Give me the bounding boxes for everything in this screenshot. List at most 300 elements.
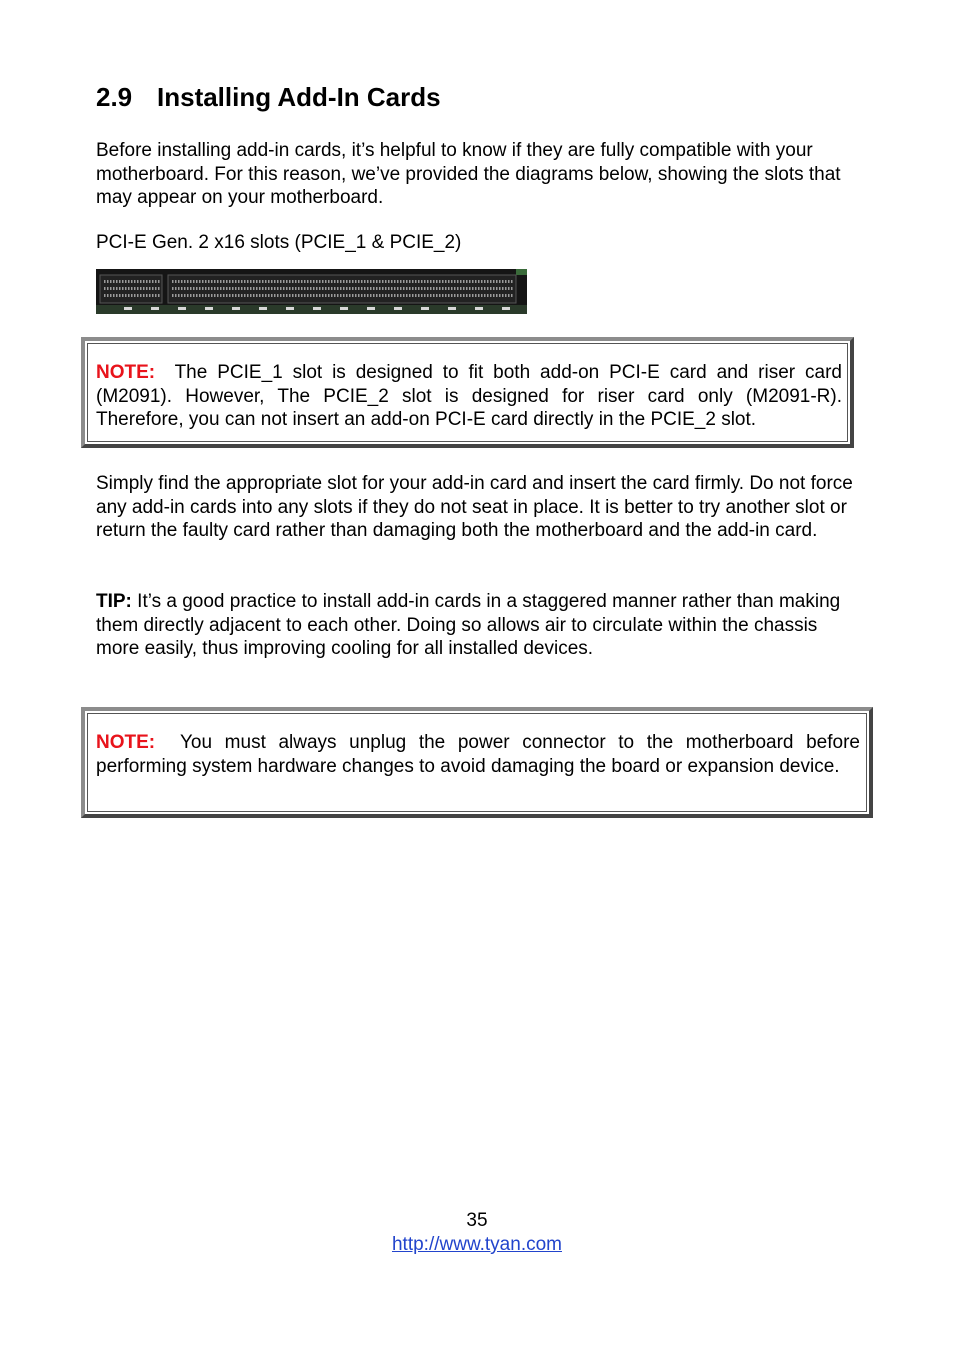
slot-pin xyxy=(184,287,186,290)
slot-pin xyxy=(454,294,456,297)
smd-component xyxy=(421,307,429,310)
slot-pin xyxy=(430,287,432,290)
slot-pin xyxy=(499,287,501,290)
slot-pin xyxy=(433,294,435,297)
slot-pin xyxy=(152,287,154,290)
slot-pin xyxy=(475,294,477,297)
slot-pin xyxy=(358,294,360,297)
slot-pin xyxy=(466,294,468,297)
smd-component xyxy=(151,307,159,310)
slot-pin xyxy=(211,294,213,297)
slot-pin xyxy=(424,294,426,297)
note-pcie-body: The PCIE_1 slot is designed to fit both add-on PCI-E card and riser card (M2091). However, The PCIE_2 slot is designed for riser card only (M2091-R). Therefore, you can not insert an add-on PCI-E card directly in the PCIE_2 slot. xyxy=(96,362,842,430)
slot-pin xyxy=(274,294,276,297)
slot-pin xyxy=(379,294,381,297)
slot-pin xyxy=(244,287,246,290)
slot-pin xyxy=(469,294,471,297)
slot-pin xyxy=(511,280,513,283)
slot-pin xyxy=(412,287,414,290)
slot-pin xyxy=(250,280,252,283)
slot-pin xyxy=(493,294,495,297)
slot-pin xyxy=(205,280,207,283)
slot-pin xyxy=(238,280,240,283)
slot-pin xyxy=(508,294,510,297)
slot-pin xyxy=(268,294,270,297)
slot-pin xyxy=(457,280,459,283)
smd-component xyxy=(502,307,510,310)
slot-pin xyxy=(385,287,387,290)
slot-pin xyxy=(475,280,477,283)
slot-pin xyxy=(325,294,327,297)
slot-pin xyxy=(107,280,109,283)
tip-body: It’s a good practice to install add-in cards in a staggered manner rather than making them directly adjacent to each other. Doing so allows air to circulate within the chassis more easily, thus improving cooling for all installed devices. xyxy=(96,591,841,659)
slot-pin xyxy=(125,287,127,290)
silkscreen-label xyxy=(516,269,527,275)
slot-pin xyxy=(352,294,354,297)
slot-pin xyxy=(394,287,396,290)
slot-pin xyxy=(259,280,261,283)
smd-component xyxy=(178,307,186,310)
slot-pin xyxy=(391,287,393,290)
slot-pin xyxy=(155,294,157,297)
slot-pin xyxy=(217,294,219,297)
slot-pin xyxy=(253,287,255,290)
slot-pin xyxy=(178,294,180,297)
slot-pin xyxy=(502,294,504,297)
slot-pin xyxy=(400,280,402,283)
slot-pin xyxy=(499,294,501,297)
slot-pin xyxy=(415,287,417,290)
slot-pin xyxy=(340,294,342,297)
slot-pin xyxy=(211,287,213,290)
slot-pin xyxy=(502,280,504,283)
slot-pin xyxy=(457,287,459,290)
slot-pin xyxy=(490,294,492,297)
slot-pin xyxy=(202,294,204,297)
slot-pin xyxy=(137,294,139,297)
slot-pin xyxy=(301,280,303,283)
slot-pin xyxy=(472,280,474,283)
slot-pin xyxy=(334,294,336,297)
slot-pin xyxy=(358,287,360,290)
slot-pin xyxy=(122,287,124,290)
slot-pin xyxy=(247,280,249,283)
slot-pin xyxy=(271,287,273,290)
slot-pin xyxy=(104,294,106,297)
slot-pin xyxy=(199,287,201,290)
slot-pin xyxy=(457,294,459,297)
slot-pin xyxy=(110,287,112,290)
slot-pin xyxy=(493,287,495,290)
slot-pin xyxy=(448,294,450,297)
slot-pin xyxy=(310,287,312,290)
slot-pin xyxy=(229,287,231,290)
slot-pin xyxy=(442,280,444,283)
slot-pin xyxy=(319,287,321,290)
slot-pin xyxy=(400,287,402,290)
smd-component xyxy=(475,307,483,310)
slot-pin xyxy=(187,280,189,283)
slot-pin xyxy=(119,287,121,290)
slot-pin xyxy=(155,287,157,290)
slot-pin xyxy=(346,287,348,290)
slot-pin xyxy=(271,280,273,283)
slot-pin xyxy=(214,287,216,290)
slot-pin xyxy=(421,287,423,290)
slot-pin xyxy=(241,294,243,297)
slot-pin xyxy=(442,294,444,297)
slot-pin xyxy=(172,280,174,283)
slot-pin xyxy=(322,294,324,297)
slot-pin xyxy=(304,280,306,283)
slot-pin xyxy=(352,287,354,290)
slot-pin xyxy=(238,287,240,290)
slot-pin xyxy=(505,294,507,297)
slot-pin xyxy=(466,280,468,283)
slot-pin xyxy=(307,287,309,290)
slot-pin xyxy=(277,287,279,290)
note-power-body: You must always unplug the power connector to the motherboard before performing system hardware changes to avoid damaging the board or expansion device. xyxy=(96,732,860,777)
slot-pin xyxy=(208,287,210,290)
slot-pin xyxy=(119,280,121,283)
slot-pin xyxy=(367,287,369,290)
slot-pin xyxy=(143,280,145,283)
website-link[interactable]: http://www.tyan.com xyxy=(391,1234,562,1255)
slot-pin xyxy=(226,280,228,283)
slot-pin xyxy=(208,294,210,297)
slot-pin xyxy=(190,287,192,290)
slot-pin xyxy=(137,287,139,290)
slot-pin xyxy=(322,280,324,283)
slot-pin xyxy=(313,294,315,297)
slot-pin xyxy=(496,280,498,283)
slot-pin xyxy=(349,287,351,290)
slot-pin xyxy=(134,294,136,297)
slot-pin xyxy=(340,280,342,283)
slot-pin xyxy=(268,280,270,283)
slot-pin xyxy=(259,287,261,290)
slot-pin xyxy=(481,294,483,297)
slot-pin xyxy=(295,287,297,290)
slot-pin xyxy=(286,287,288,290)
slot-pin xyxy=(196,294,198,297)
slot-pin xyxy=(337,280,339,283)
slot-pin xyxy=(376,294,378,297)
slot-pin xyxy=(469,287,471,290)
slot-pin xyxy=(322,287,324,290)
slot-pin xyxy=(397,294,399,297)
slot-pin xyxy=(463,294,465,297)
smd-component xyxy=(367,307,375,310)
slot-pin xyxy=(370,287,372,290)
slot-pin xyxy=(190,280,192,283)
slot-pin xyxy=(289,287,291,290)
slot-pin xyxy=(265,287,267,290)
slot-pin xyxy=(490,287,492,290)
slot-pin xyxy=(403,287,405,290)
slot-pin xyxy=(343,287,345,290)
slot-pin xyxy=(439,280,441,283)
slot-pin xyxy=(149,294,151,297)
slot-pin xyxy=(421,294,423,297)
slot-pin xyxy=(196,287,198,290)
slot-pin xyxy=(346,294,348,297)
smd-component xyxy=(313,307,321,310)
slot-pin xyxy=(274,287,276,290)
slot-pin xyxy=(175,287,177,290)
slot-pin xyxy=(149,280,151,283)
slot-pin xyxy=(292,280,294,283)
slot-pin xyxy=(193,287,195,290)
note-power-text xyxy=(96,731,860,778)
slot-pin xyxy=(181,280,183,283)
slot-pin xyxy=(388,280,390,283)
slot-pin xyxy=(379,287,381,290)
slot-pin xyxy=(334,280,336,283)
slot-pin xyxy=(292,294,294,297)
slot-pin xyxy=(361,294,363,297)
slot-pin xyxy=(370,280,372,283)
slot-pin xyxy=(349,294,351,297)
slot-pin xyxy=(262,294,264,297)
slot-pin xyxy=(274,280,276,283)
smd-component xyxy=(259,307,267,310)
slot-pin xyxy=(277,294,279,297)
slot-pin xyxy=(487,294,489,297)
slot-pin xyxy=(313,280,315,283)
slot-pin xyxy=(418,280,420,283)
slot-pin xyxy=(454,287,456,290)
slot-pin xyxy=(238,294,240,297)
slot-pin xyxy=(196,280,198,283)
slot-pin xyxy=(502,287,504,290)
slot-pin xyxy=(394,280,396,283)
slot-pin xyxy=(448,287,450,290)
slot-pin xyxy=(343,280,345,283)
slot-pin xyxy=(403,294,405,297)
slot-pin xyxy=(220,280,222,283)
slot-pin xyxy=(406,287,408,290)
slot-pin xyxy=(445,294,447,297)
slot-pin xyxy=(427,294,429,297)
slot-pin xyxy=(178,287,180,290)
slot-pin xyxy=(235,280,237,283)
slot-pin xyxy=(367,294,369,297)
slot-pin xyxy=(478,280,480,283)
smd-component xyxy=(394,307,402,310)
slot-pin xyxy=(277,280,279,283)
page-number: 35 xyxy=(466,1210,488,1231)
slot-pin xyxy=(337,287,339,290)
slot-pin xyxy=(158,294,160,297)
slot-pin xyxy=(304,294,306,297)
slot-pin xyxy=(454,280,456,283)
slot-pin xyxy=(373,287,375,290)
note-box-power xyxy=(81,707,873,818)
slot-pin xyxy=(325,287,327,290)
slot-pin xyxy=(364,287,366,290)
slot-pin xyxy=(316,280,318,283)
slot-pin xyxy=(394,294,396,297)
slot-pin xyxy=(355,287,357,290)
slot-pin xyxy=(391,294,393,297)
slot-pin xyxy=(229,280,231,283)
slot-pin xyxy=(436,280,438,283)
slot-pin xyxy=(143,294,145,297)
section-number: 2.9 xyxy=(96,82,133,112)
slot-pin xyxy=(319,280,321,283)
slot-pin xyxy=(364,280,366,283)
slot-pin xyxy=(349,280,351,283)
slot-pin xyxy=(460,280,462,283)
slot-pin xyxy=(256,294,258,297)
slot-pin xyxy=(424,280,426,283)
slot-pin xyxy=(158,287,160,290)
slot-pin xyxy=(472,294,474,297)
slot-pin xyxy=(337,294,339,297)
pcie-slot-illustration xyxy=(96,269,527,314)
slot-pin xyxy=(140,294,142,297)
slot-pin xyxy=(505,280,507,283)
slot-pin xyxy=(388,294,390,297)
slot-pin xyxy=(283,287,285,290)
slot-pin xyxy=(406,280,408,283)
slot-pin xyxy=(107,294,109,297)
slot-pin xyxy=(125,280,127,283)
slot-pin xyxy=(226,287,228,290)
slot-pin xyxy=(490,280,492,283)
slot-pin xyxy=(466,287,468,290)
slot-pin xyxy=(217,287,219,290)
slot-pin xyxy=(418,287,420,290)
slot-pin xyxy=(298,294,300,297)
slot-pin xyxy=(343,294,345,297)
slot-pin xyxy=(358,280,360,283)
slot-pin xyxy=(199,294,201,297)
slot-pin xyxy=(463,287,465,290)
slot-pin xyxy=(460,294,462,297)
slot-pin xyxy=(478,294,480,297)
slot-caption: PCI-E Gen. 2 x16 slots (PCIE_1 & PCIE_2) xyxy=(96,232,462,253)
slot-pin xyxy=(116,280,118,283)
slot-pin xyxy=(104,287,106,290)
slot-pin xyxy=(376,280,378,283)
slot-pin xyxy=(382,280,384,283)
slot-pin xyxy=(298,287,300,290)
note-pcie-text xyxy=(96,361,842,432)
slot-pin xyxy=(451,280,453,283)
slot-pin xyxy=(445,287,447,290)
slot-pin xyxy=(280,280,282,283)
slot-pin xyxy=(319,294,321,297)
slot-pin xyxy=(427,280,429,283)
slot-pin xyxy=(247,294,249,297)
slot-pin xyxy=(346,280,348,283)
slot-pin xyxy=(131,287,133,290)
slot-pin xyxy=(292,287,294,290)
slot-pin xyxy=(481,287,483,290)
slot-pin xyxy=(146,294,148,297)
slot-pin xyxy=(382,287,384,290)
slot-pin xyxy=(442,287,444,290)
slot-pin xyxy=(232,287,234,290)
slot-pin xyxy=(304,287,306,290)
slot-pin xyxy=(128,280,130,283)
slot-pin xyxy=(355,294,357,297)
slot-pin xyxy=(256,287,258,290)
slot-pin xyxy=(310,280,312,283)
slot-pin xyxy=(271,294,273,297)
slot-pin xyxy=(158,280,160,283)
slot-pin xyxy=(328,280,330,283)
slot-pin xyxy=(286,280,288,283)
slot-pin xyxy=(122,294,124,297)
slot-pin xyxy=(125,294,127,297)
slot-pin xyxy=(220,294,222,297)
slot-pin xyxy=(493,280,495,283)
slot-pin xyxy=(385,280,387,283)
slot-pin xyxy=(205,294,207,297)
slot-pin xyxy=(107,287,109,290)
slot-pin xyxy=(331,287,333,290)
slot-pin xyxy=(487,287,489,290)
tip-paragraph xyxy=(96,590,858,661)
slot-pin xyxy=(328,294,330,297)
slot-pin xyxy=(175,294,177,297)
slot-pin xyxy=(340,287,342,290)
slot-pin xyxy=(415,280,417,283)
slot-pin xyxy=(128,294,130,297)
slot-pin xyxy=(184,280,186,283)
tip-label: TIP: xyxy=(96,591,132,612)
slot-pin xyxy=(409,280,411,283)
slot-pin xyxy=(149,287,151,290)
slot-pin xyxy=(508,280,510,283)
slot-pin xyxy=(436,287,438,290)
smd-component xyxy=(340,307,348,310)
slot-pin xyxy=(110,280,112,283)
slot-pin xyxy=(439,294,441,297)
smd-component xyxy=(286,307,294,310)
slot-pin xyxy=(316,294,318,297)
slot-pin xyxy=(265,280,267,283)
slot-pin xyxy=(478,287,480,290)
slot-pin xyxy=(406,294,408,297)
slot-pin xyxy=(460,287,462,290)
slot-pin xyxy=(217,280,219,283)
slot-pin xyxy=(361,280,363,283)
slot-pin xyxy=(298,280,300,283)
slot-pin xyxy=(268,287,270,290)
slot-pin xyxy=(128,287,130,290)
slot-pin xyxy=(140,280,142,283)
slot-pin xyxy=(143,287,145,290)
slot-pin xyxy=(202,287,204,290)
slot-pin xyxy=(152,294,154,297)
slot-pin xyxy=(373,280,375,283)
slot-pin xyxy=(214,294,216,297)
slot-pin xyxy=(373,294,375,297)
slot-pin xyxy=(280,294,282,297)
slot-pin xyxy=(113,294,115,297)
slot-pin xyxy=(184,294,186,297)
slot-pin xyxy=(208,280,210,283)
slot-pin xyxy=(499,280,501,283)
slot-pin xyxy=(181,287,183,290)
slot-pin xyxy=(511,287,513,290)
section-title: Installing Add-In Cards xyxy=(157,82,441,112)
slot-pin xyxy=(481,280,483,283)
